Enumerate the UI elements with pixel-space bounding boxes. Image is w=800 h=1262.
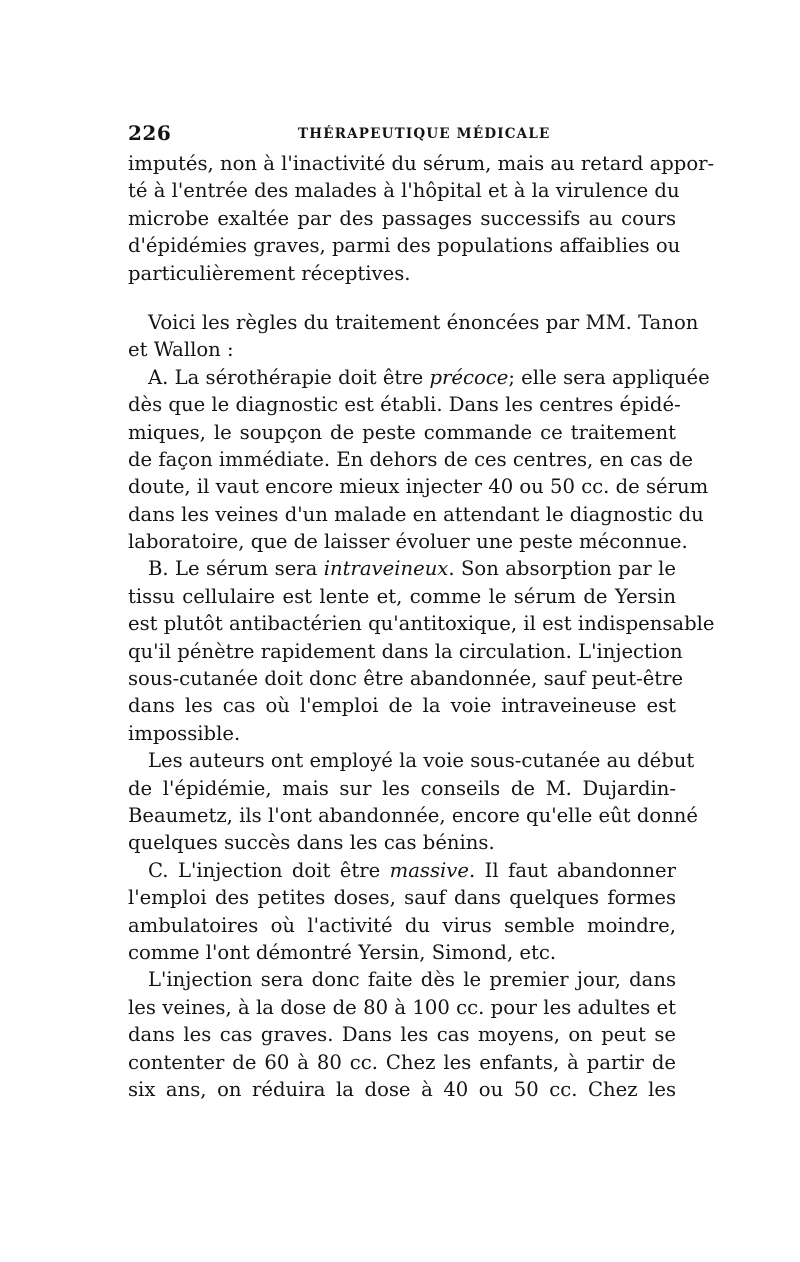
running-title: THÉRAPEUTIQUE MÉDICALE bbox=[298, 126, 551, 142]
paragraph-rules-intro bbox=[128, 309, 699, 364]
text-run: C. L'injection doit être bbox=[148, 858, 390, 882]
text-line: contenter de 60 à 80 cc. Chez les enfants, à partir de bbox=[128, 1050, 676, 1074]
text-line: quelques succès dans les cas bénins. bbox=[128, 831, 495, 855]
text-line: de l'épidémie, mais sur les conseils de M. Dujardin- bbox=[128, 776, 676, 800]
text-line bbox=[128, 857, 676, 884]
text-line: laboratoire, que de laisser évoluer une peste méconnue. bbox=[128, 530, 688, 554]
text-line: Beaumetz, ils l'ont abandonnée, encore qu'elle eût donné bbox=[128, 803, 699, 827]
text-line: miques, le soupçon de peste commande ce traitement bbox=[128, 420, 676, 444]
text-line: comme l'ont démontré Yersin, Simond, etc. bbox=[128, 940, 557, 964]
text-line: dans les veines d'un malade en attendant le diagnostic du bbox=[128, 502, 704, 526]
text-line: l'emploi des petites doses, sauf dans quelques formes bbox=[128, 886, 676, 910]
paragraph-dosage bbox=[128, 966, 676, 1103]
text-line: sous-cutanée doit donc être abandonnée, sauf peut-être bbox=[128, 667, 684, 691]
italic-term: précoce bbox=[429, 365, 509, 389]
paragraph-rule-a bbox=[128, 364, 710, 556]
text-line: les veines, à la dose de 80 à 100 cc. pour les adultes et bbox=[128, 995, 676, 1019]
body-text bbox=[128, 150, 715, 1103]
paragraph-rule-c bbox=[128, 857, 676, 967]
text-line: dans les cas graves. Dans les cas moyens, on peut se bbox=[128, 1023, 676, 1047]
text-run: A. La sérothérapie doit être bbox=[148, 365, 430, 389]
text-line: tissu cellulaire est lente et, comme le sérum de Yersin bbox=[128, 584, 676, 608]
text-line: doute, il vaut encore mieux injecter 40 ou 50 cc. de sérum bbox=[128, 475, 709, 499]
text-line: qu'il pénètre rapidement dans la circulation. L'injection bbox=[128, 639, 683, 663]
paragraph-continuation bbox=[128, 150, 715, 287]
text-line: six ans, on réduira la dose à 40 ou 50 cc. Chez les bbox=[128, 1077, 676, 1101]
text-line: impossible. bbox=[128, 721, 241, 745]
text-line: Voici les règles du traitement énoncées par MM. Tanon bbox=[148, 310, 699, 334]
text-line bbox=[128, 555, 676, 582]
text-line: dès que le diagnostic est établi. Dans les centres épidé- bbox=[128, 393, 681, 417]
text-line: est plutôt antibactérien qu'antitoxique, il est indispensable bbox=[128, 612, 715, 636]
text-line: dans les cas où l'emploi de la voie intraveineuse est bbox=[128, 694, 676, 718]
text-run: ; elle sera appliquée bbox=[508, 365, 710, 389]
paragraph-gap bbox=[128, 287, 676, 309]
text-line: L'injection sera donc faite dès le premier jour, dans bbox=[148, 968, 676, 992]
italic-term: intraveineux bbox=[323, 557, 449, 581]
text-run: . Il faut abandonner bbox=[468, 858, 676, 882]
page-number: 226 bbox=[128, 121, 172, 145]
text-line: particulièrement réceptives. bbox=[128, 261, 411, 285]
italic-term: massive bbox=[389, 858, 469, 882]
text-line: té à l'entrée des malades à l'hôpital et à la virulence du bbox=[128, 179, 680, 203]
text-line: imputés, non à l'inactivité du sérum, mais au retard appor- bbox=[128, 152, 715, 175]
page-header bbox=[128, 121, 676, 145]
text-line: et Wallon : bbox=[128, 338, 234, 362]
text-run: . Son absorption par le bbox=[448, 557, 676, 581]
text-line: d'épidémies graves, parmi des populations affaiblies ou bbox=[128, 234, 681, 258]
text-line bbox=[128, 364, 710, 391]
paragraph-authors bbox=[128, 747, 699, 857]
paragraph-rule-b bbox=[128, 555, 715, 747]
text-line: Les auteurs ont employé la voie sous-cutanée au début bbox=[148, 749, 695, 773]
text-line: de façon immédiate. En dehors de ces centres, en cas de bbox=[128, 447, 693, 471]
text-line: microbe exaltée par des passages successifs au cours bbox=[128, 206, 676, 230]
text-line: ambulatoires où l'activité du virus semble moindre, bbox=[128, 913, 676, 937]
text-run: B. Le sérum sera bbox=[148, 557, 324, 581]
